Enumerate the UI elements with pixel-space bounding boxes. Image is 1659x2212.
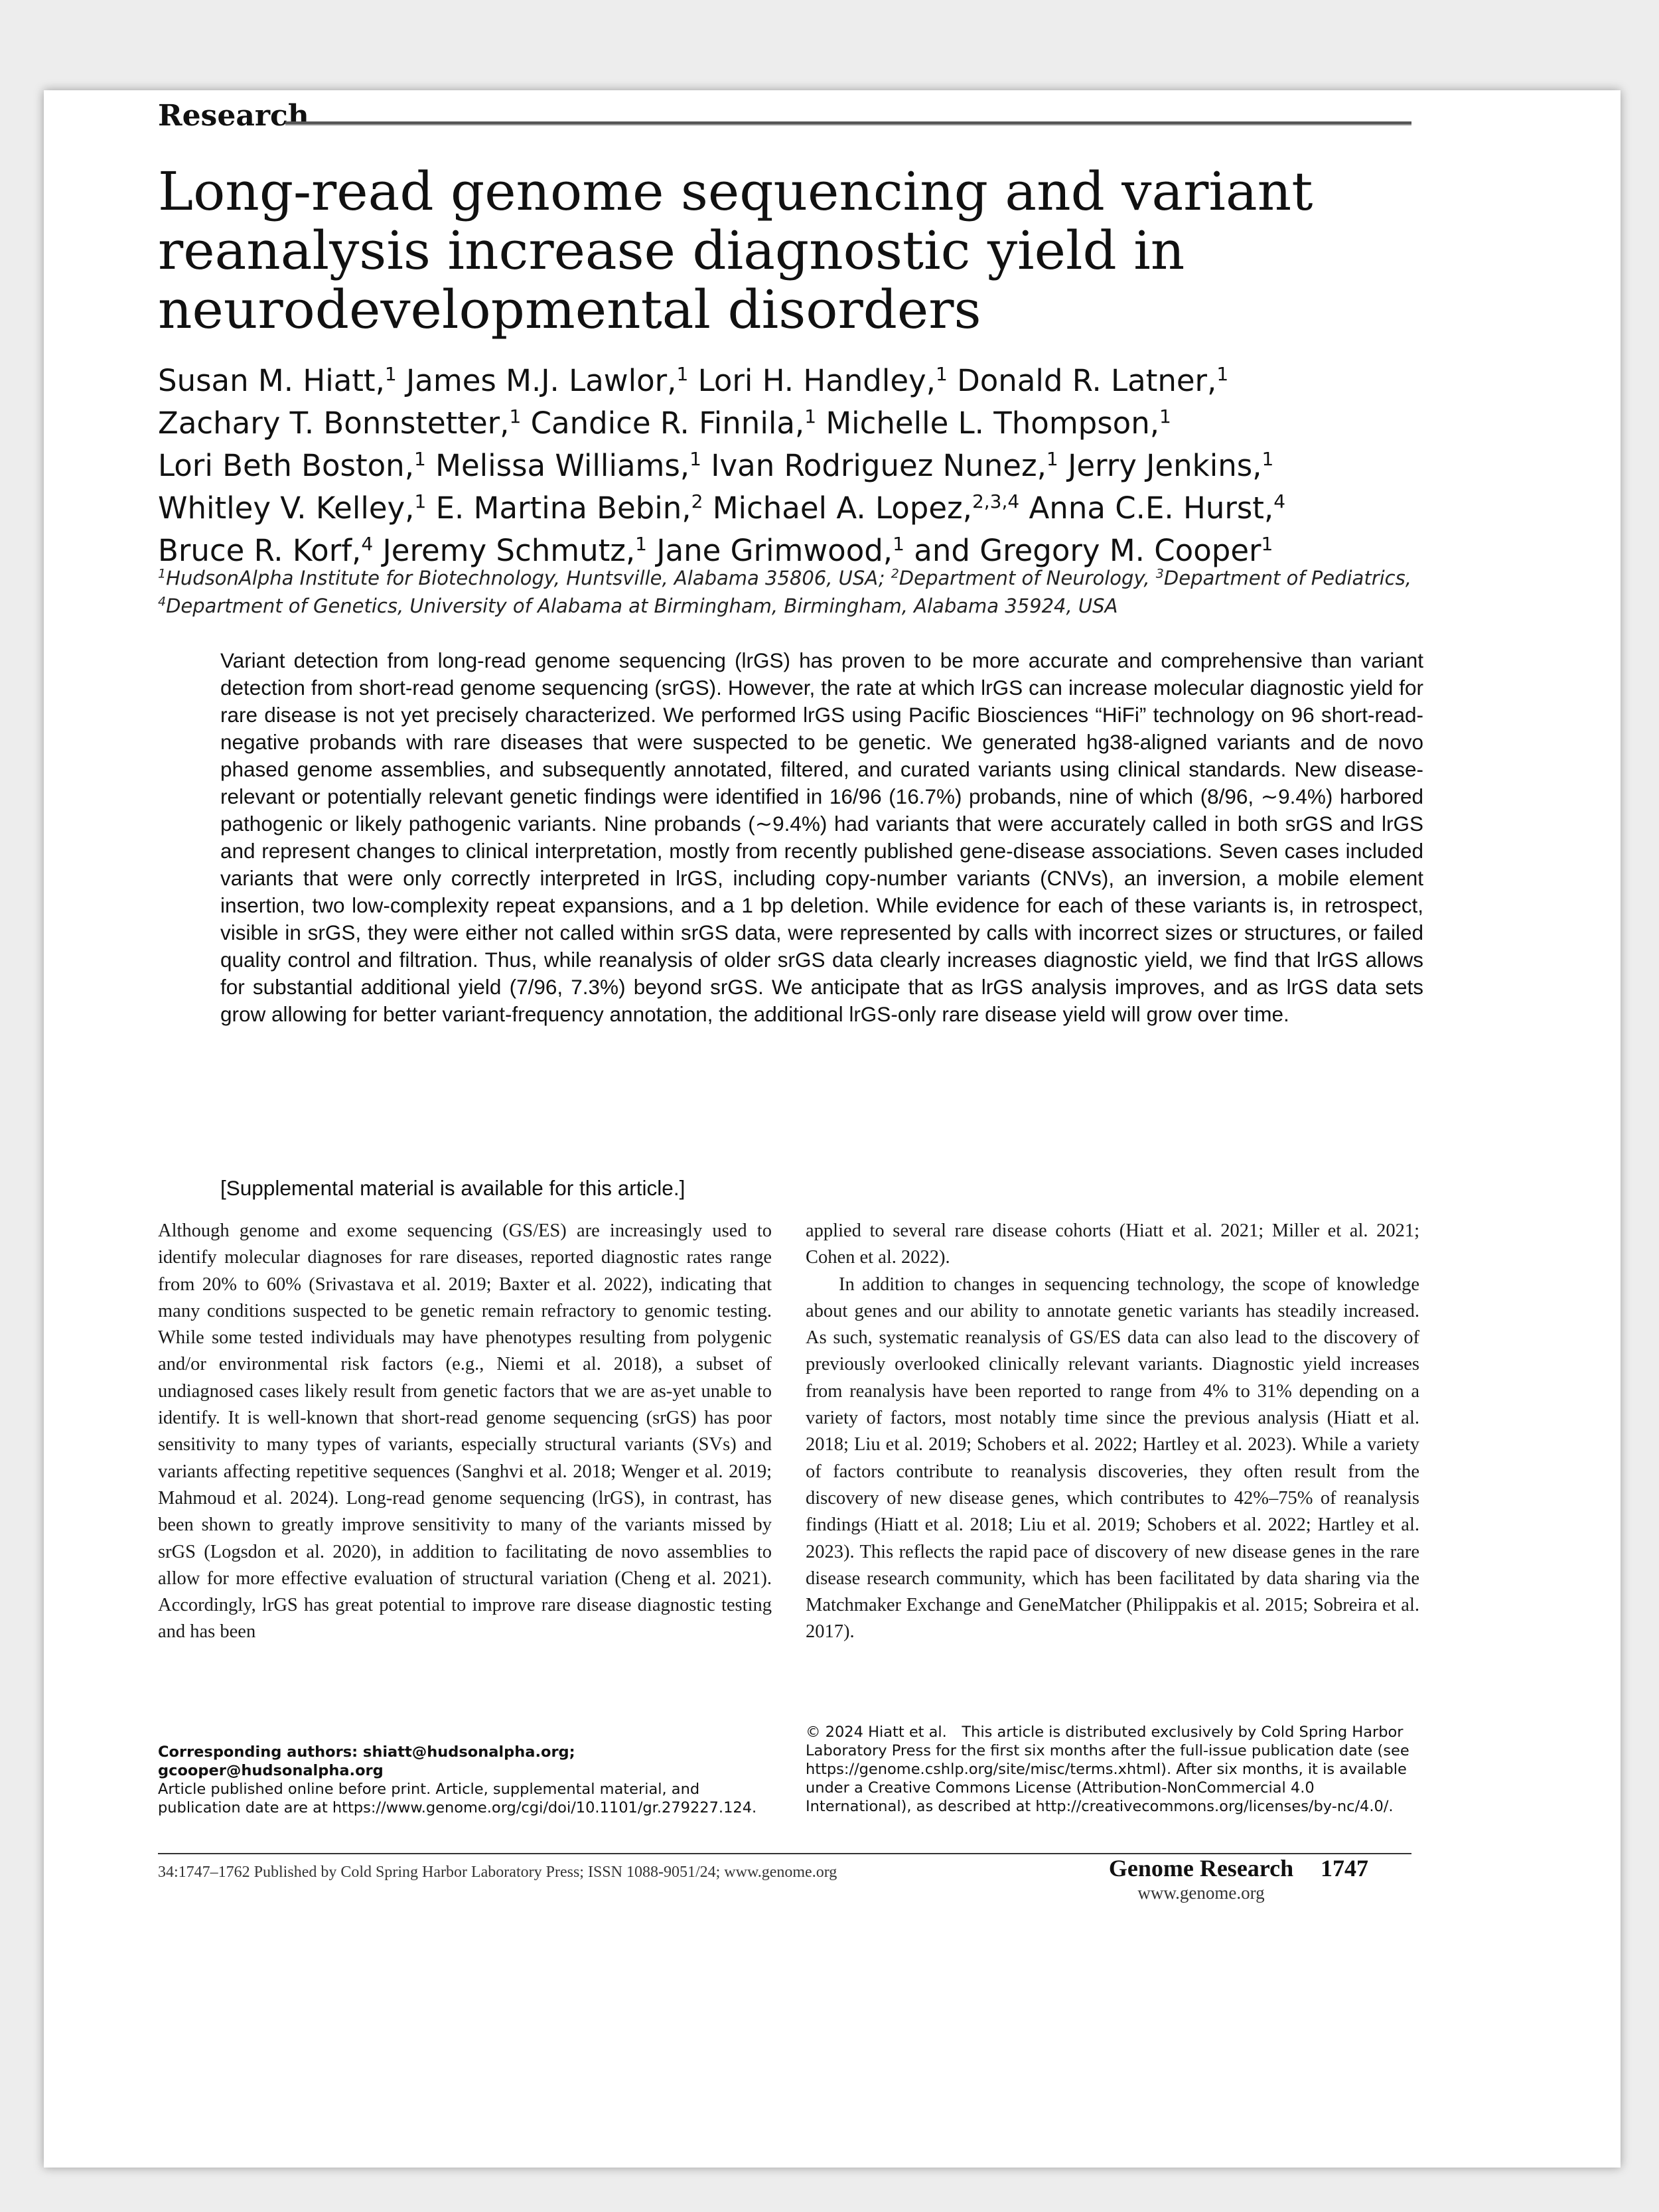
body-paragraph: Although genome and exome sequencing (GS/ES) are increasingly used to identify molecular diagnoses for rare diseases, reported diagnostic rates range from 20% to 60% (Srivastava et al. 2019; Baxter et al. 2022), indicating that many conditions suspected to be genetic remain refractory to genomic testing. While some tested individuals may have phenotypes resulting from polygenic and/or environmental risk factors (e.g., Niemi et al. 2018), a subset of undiagnosed cases likely result from genetic factors that we are as-yet unable to identify. It is well-known that short-read genome sequencing (srGS) has poor sensitivity to many types of variants, especially structural variants (SVs) and variants affecting repetitive sequences (Sanghvi et al. 2018; Wenger et al. 2019; Mahmoud et al. 2024). Long-read genome sequencing (lrGS), in contrast, has been shown to greatly improve sensitivity to many of the variants missed by srGS (Logsdon et al. 2020), in addition to facilitating de novo assemblies to allow for more effective evaluation of structural variation (Cheng et al. 2021). Accordingly, lrGS has great potential to improve rare disease diagnostic testing and has been — [158, 1220, 772, 1643]
supplemental-note: [Supplemental material is available for this article.] — [220, 1176, 685, 1200]
section-label: Research — [158, 99, 309, 133]
author: Donald R. Latner,$^1$ — [957, 363, 1229, 398]
author: Melissa Williams,$^1$ — [435, 448, 701, 483]
body-column-right — [806, 1218, 1419, 1646]
footer-citation: 34:1747–1762 Published by Cold Spring Harbor Laboratory Press; ISSN 1088-9051/24; www.genome.org — [158, 1864, 837, 1881]
author: Candice R. Finnila,$^1$ — [530, 406, 817, 441]
body-column-left — [158, 1218, 772, 1646]
corresponding-label: Corresponding authors: shiatt@hudsonalpha.org; gcooper@hudsonalpha.org — [158, 1743, 575, 1779]
author: Lori H. Handley,$^1$ — [697, 363, 948, 398]
author: Jane Grimwood,$^1$ — [656, 533, 904, 568]
body-paragraph: In addition to changes in sequencing technology, the scope of knowledge about genes and our ability to annotate genetic variants has steadily increased. As such, systematic reanalysis of GS/ES data can also lead to the discovery of previously overlooked clinically relevant variants. Diagnostic yield increases from reanalysis have been reported to range from 4% to 31% depending on a variety of factors, most notably time since the previous analysis (Hiatt et al. 2018; Liu et al. 2019; Schobers et al. 2022; Hartley et al. 2023). While a variety of factors contribute to reanalysis discoveries, they often result from the discovery of new disease genes, which contributes to 42%–75% of reanalysis findings (Hiatt et al. 2018; Liu et al. 2019; Schobers et al. 2022; Hartley et al. 2023). This reflects the rapid pace of discovery of new disease genes in the rare disease research community, which has been facilitated by data sharing via the Matchmaker Exchange and GeneMatcher (Philippakis et al. 2015; Sobreira et al. 2017). — [806, 1274, 1419, 1643]
author: Zachary T. Bonnstetter,$^1$ — [158, 406, 522, 441]
author: Ivan Rodriguez Nunez,$^1$ — [711, 448, 1058, 483]
affiliations: $^1$HudsonAlpha Institute for Biotechnology, Huntsville, Alabama 35806, USA; $^2$Department of Neurology, $^3$Department of Pediatrics, $^4$Department of Genetics, University of Alabama at Birmingham, Birmingham, Alabama 35924, USA — [158, 566, 1411, 617]
author: Lori Beth Boston,$^1$ — [158, 448, 426, 483]
journal-name: Genome Research — [1108, 1855, 1294, 1881]
author: Michael A. Lopez,$^{2,3,4}$ — [712, 490, 1020, 526]
author: Jerry Jenkins,$^1$ — [1068, 448, 1274, 483]
copyright-notice: © 2024 Hiatt et al. This article is distributed exclusively by Cold Spring Harbor Laboratory Press for the first six months after the full-issue publication date (see https://genome.cshlp.org/site/misc/terms.xhtml). After six months, it is available under a Creative Commons License (Attribution-NonCommercial 4.0 International), as described at http://creativecommons.org/licenses/by-nc/4.0/. — [806, 1724, 1409, 1815]
author: Bruce R. Korf,$^4$ — [158, 533, 374, 568]
author: Anna C.E. Hurst,$^4$ — [1029, 490, 1286, 526]
author: James M.J. Lawlor,$^1$ — [406, 363, 689, 398]
author: and Gregory M. Cooper$^1$ — [914, 533, 1273, 568]
author: E. Martina Bebin,$^2$ — [435, 490, 703, 526]
publication-note: Article published online before print. Article, supplemental material, and publication date are at https://www.genome.org/cgi/doi/10.1101/gr.279227.124. — [158, 1781, 757, 1816]
author: Michelle L. Thompson,$^1$ — [826, 406, 1171, 441]
journal-url: www.genome.org — [1137, 1883, 1265, 1903]
author: Jeremy Schmutz,$^1$ — [382, 533, 647, 568]
section-rule — [285, 121, 1411, 125]
author-list — [158, 360, 1452, 572]
author: Whitley V. Kelley,$^1$ — [158, 490, 427, 526]
author: Susan M. Hiatt,$^1$ — [158, 363, 397, 398]
page-number: 1747 — [1321, 1855, 1368, 1881]
body-paragraph: applied to several rare disease cohorts (Hiatt et al. 2021; Miller et al. 2021; Cohen et al. 2022). — [806, 1220, 1419, 1268]
abstract: Variant detection from long-read genome sequencing (lrGS) has proven to be more accurate and comprehensive than variant detection from short-read genome sequencing (srGS). However, the rate at which lrGS can increase molecular diagnostic yield for rare disease is not yet precisely characterized. We performed lrGS using Pacific Biosciences “HiFi” technology on 96 short-read-negative probands with rare diseases that were suspected to be genetic. We generated hg38-aligned variants and de novo phased genome assemblies, and subsequently annotated, filtered, and curated variants using clinical standards. New disease-relevant or potentially relevant genetic findings were identified in 16/96 (16.7%) probands, nine of which (8/96, ∼9.4%) harbored pathogenic or likely pathogenic variants. Nine probands (∼9.4%) had variants that were accurately called in both srGS and lrGS and represent changes to clinical interpretation, mostly from recently published gene-disease associations. Seven cases included variants that were only correctly interpreted in lrGS, including copy-number variants (CNVs), an inversion, a mobile element insertion, two low-complexity repeat expansions, and a 1 bp deletion. While evidence for each of these variants is, in retrospect, visible in srGS, they were either not called within srGS data, were represented by calls with incorrect sizes or structures, or failed quality control and filtration. Thus, while reanalysis of older srGS data clearly increases diagnostic yield, we find that lrGS allows for substantial additional yield (7/96, 7.3%) beyond srGS. We anticipate that as lrGS analysis improves, and as lrGS data sets grow allowing for better variant-frequency annotation, the additional lrGS-only rare disease yield will grow over time. — [220, 648, 1423, 1026]
corresponding-authors — [158, 1743, 772, 1817]
paper-title: Long-read genome sequencing and variant reanalysis increase diagnostic yield in neurodevelopmental disorders — [158, 161, 1313, 340]
